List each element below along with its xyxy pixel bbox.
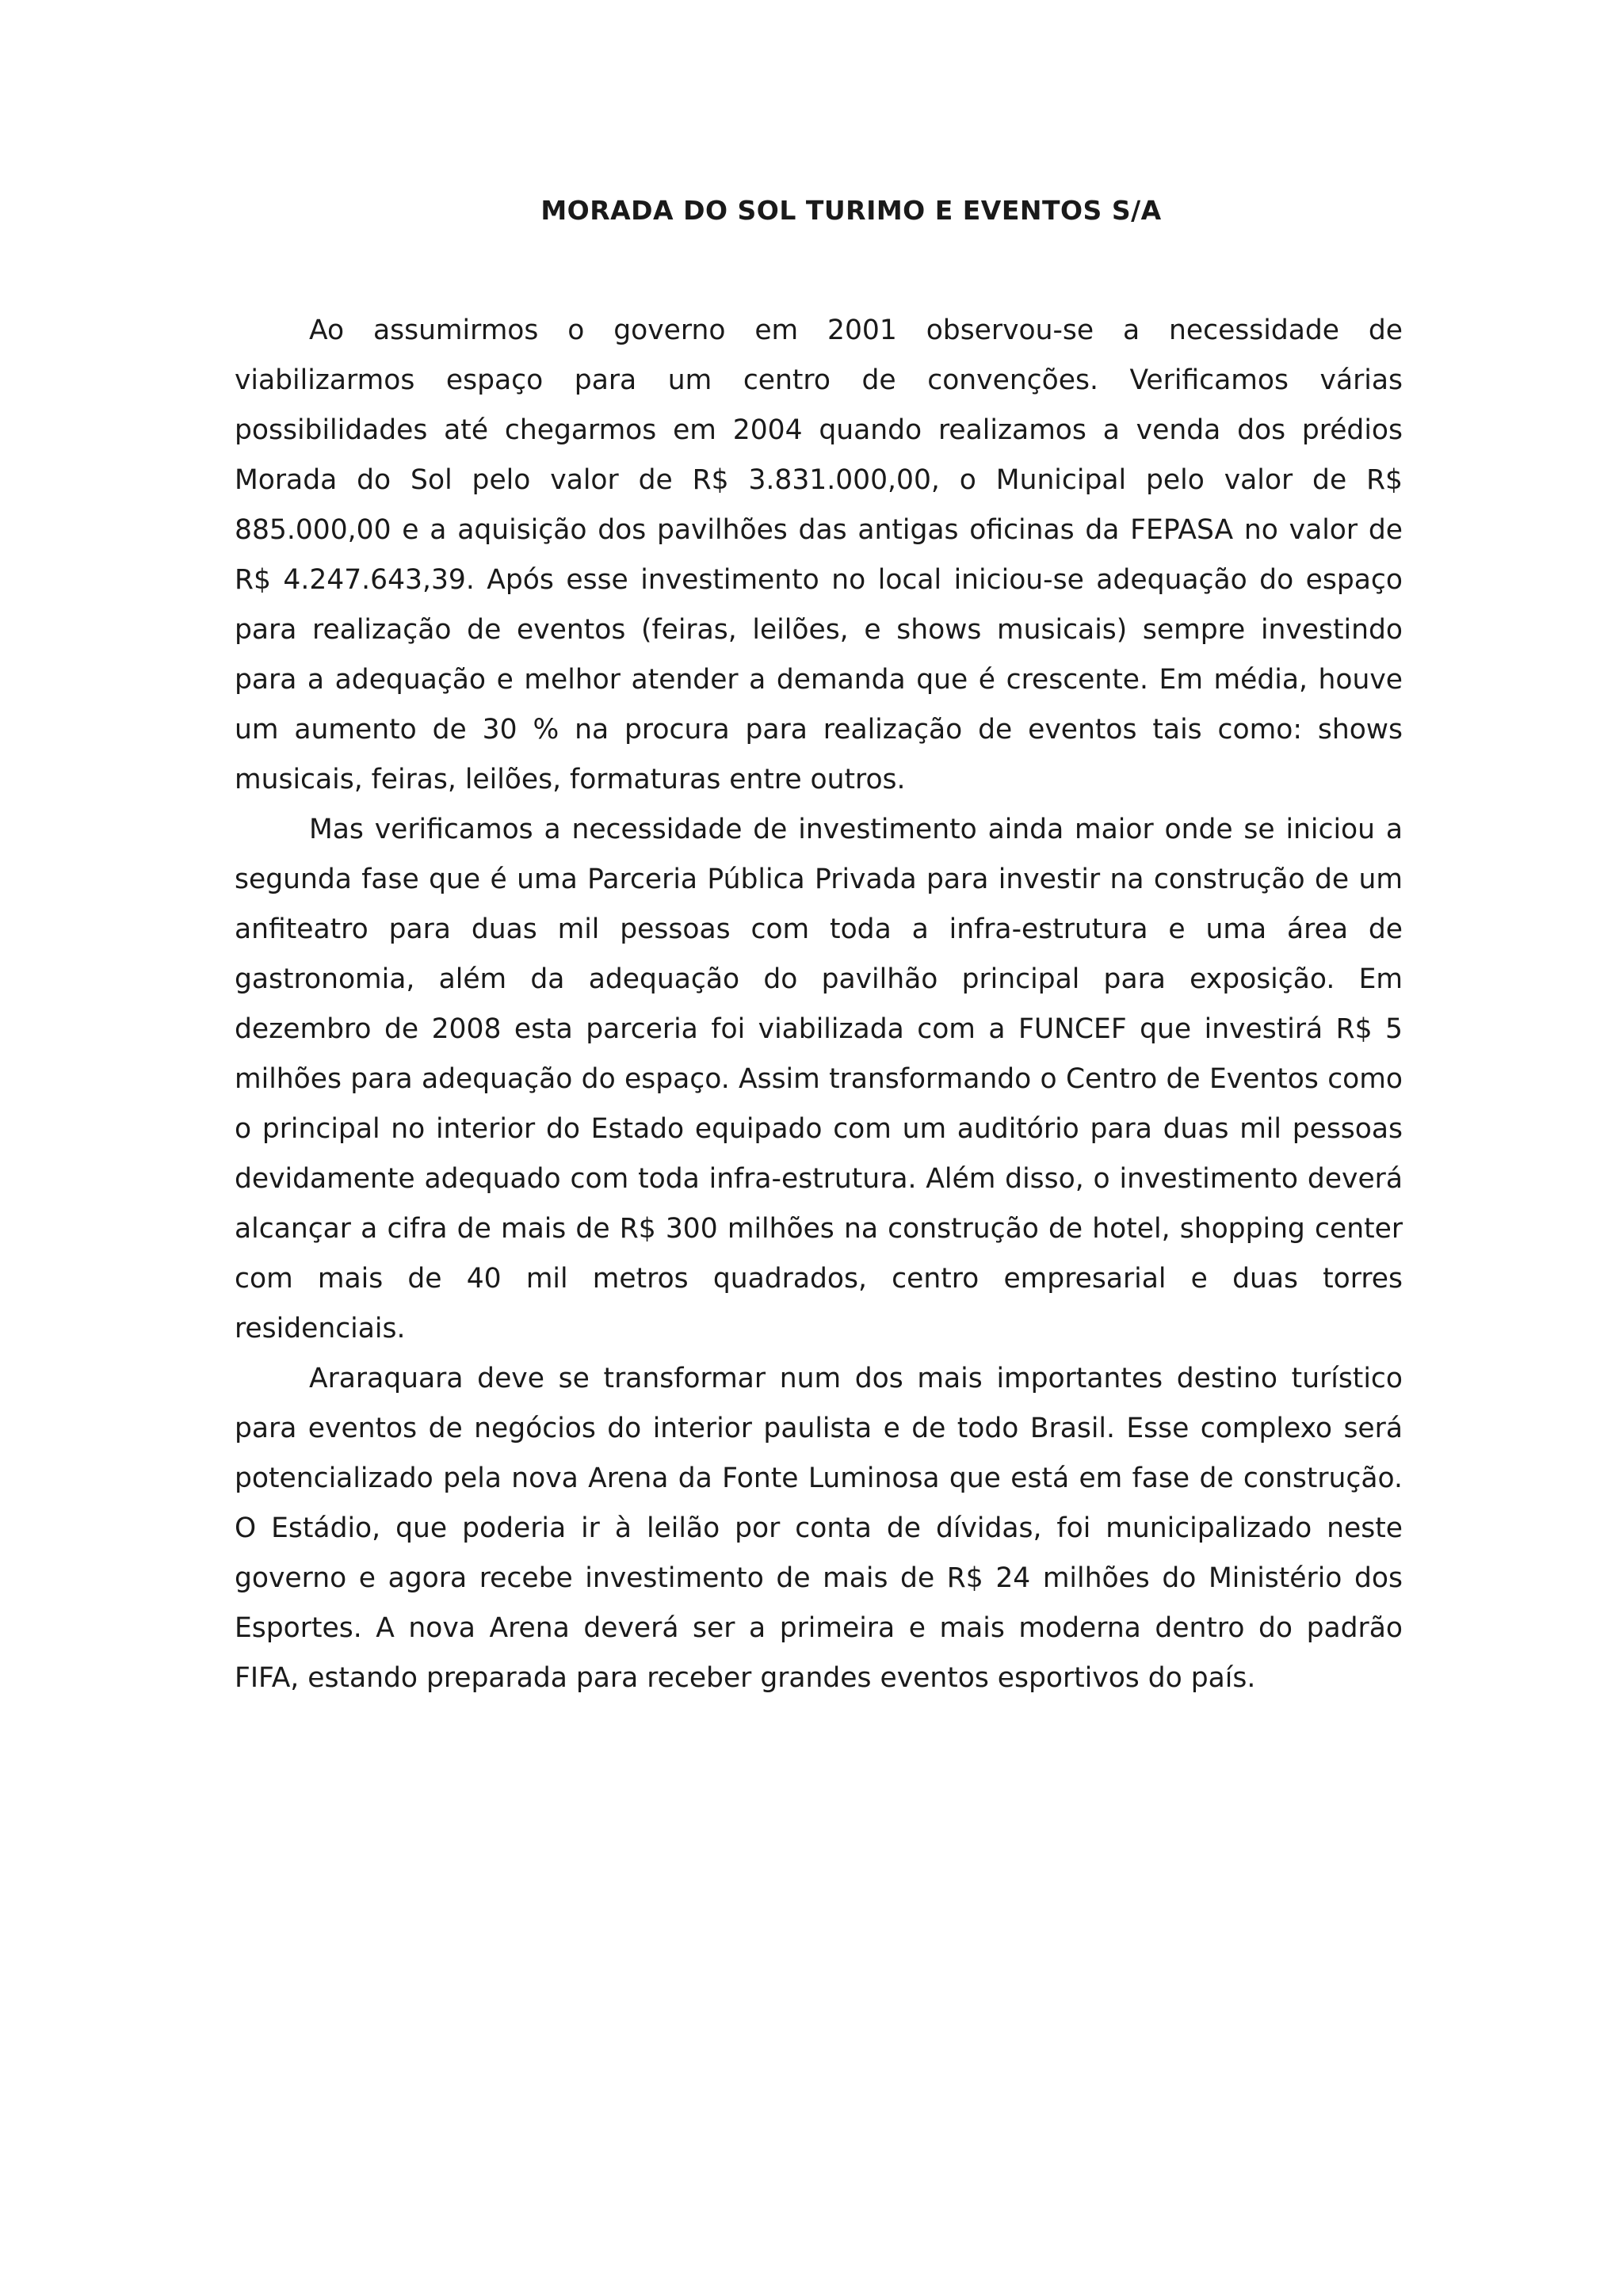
document-title: MORADA DO SOL TURIMO E EVENTOS S/A <box>540 195 1162 226</box>
paragraph-2: Mas verificamos a necessidade de investimento ainda maior onde se iniciou a segunda fase que é uma Parceria Pública Privada para investir na construção de um anfiteatro para duas mil pessoas com toda a infra-estrutura e uma área de gastronomia, além da adequação do pavilhão principal para exposição. Em dezembro de 2008 esta parceria foi viabilizada com a FUNCEF que investirá R$ 5 milhões para adequação do espaço. Assim transformando o Centro de Eventos como o principal no interior do Estado equipado com um auditório para duas mil pessoas devidamente adequado com toda infra-estrutura. Além disso, o investimento deverá alcançar a cifra de mais de R$ 300 milhões na construção de hotel, shopping center com mais de 40 mil metros quadrados, centro empresarial e duas torres residenciais. <box>235 814 1403 1344</box>
paragraph-3: Araraquara deve se transformar num dos mais importantes destino turístico para eventos de negócios do interior paulista e de todo Brasil. Esse complexo será potencializado pela nova Arena da Fonte Luminosa que está em fase de construção. O Estádio, que poderia ir à leilão por conta de dívidas, foi municipalizado neste governo e agora recebe investimento de mais de R$ 24 milhões do Ministério dos Esportes. A nova Arena deverá ser a primeira e mais moderna dentro do padrão FIFA, estando preparada para receber grandes eventos esportivos do país. <box>235 1363 1403 1694</box>
paragraph-1: Ao assumirmos o governo em 2001 observou-se a necessidade de viabilizarmos espaço para um centro de convenções. Verificamos várias possibilidades até chegarmos em 2004 quando realizamos a venda dos prédios Morada do Sol pelo valor de R$ 3.831.000,00, o Municipal pelo valor de R$ 885.000,00 e a aquisição dos pavilhões das antigas oficinas da FEPASA no valor de R$ 4.247.643,39. Após esse investimento no local iniciou-se adequação do espaço para realização de eventos (feiras, leilões, e shows musicais) sempre investindo para a adequação e melhor atender a demanda que é crescente. Em média, houve um aumento de 30 % na procura para realização de eventos tais como: shows musicais, feiras, leilões, formaturas entre outros. <box>235 315 1403 795</box>
document-body <box>235 306 1403 1703</box>
